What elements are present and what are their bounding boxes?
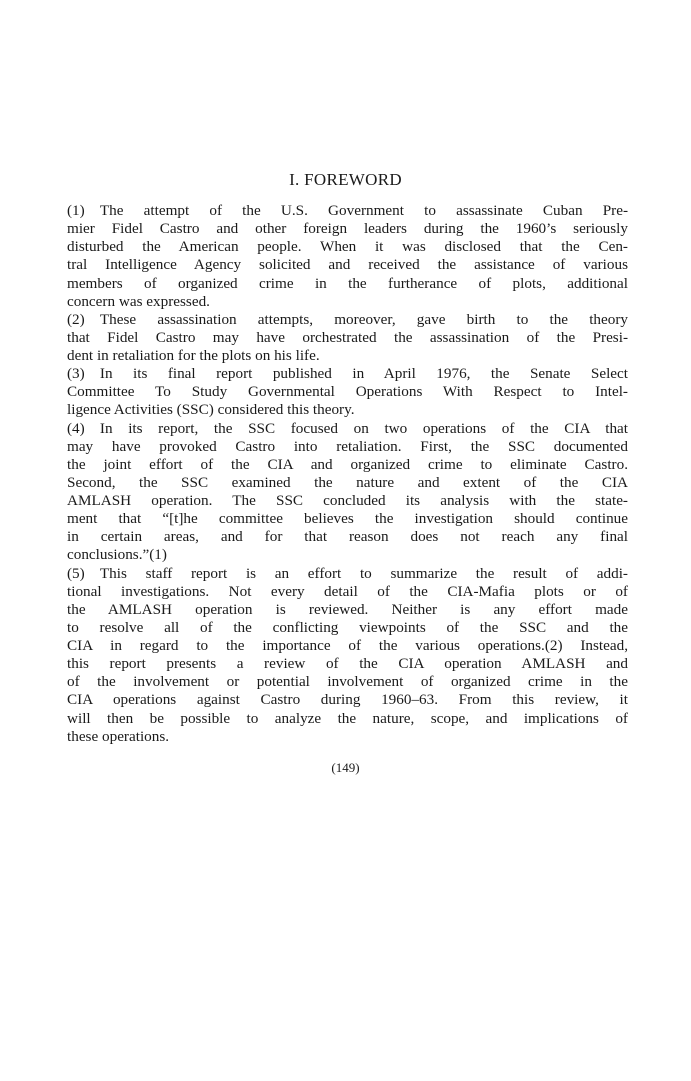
text-line: of the involvement or potential involvement of organized crime in the: [67, 673, 628, 691]
text-line: (5) This staff report is an effort to summarize the result of addi-: [67, 564, 628, 582]
text-line: (3) In its final report published in April 1976, the Senate Select: [67, 365, 628, 383]
text-line: (2) These assassination attempts, moreover, gave birth to the theory: [67, 310, 628, 328]
paragraph-4: [67, 420, 628, 565]
document-body: [67, 202, 628, 746]
text-line: this report presents a review of the CIA operation AMLASH and: [67, 655, 628, 673]
text-line: in certain areas, and for that reason does not reach any final: [67, 528, 628, 546]
text-line: conclusions.”(1): [67, 546, 167, 564]
section-title: I. FOREWORD: [289, 170, 402, 189]
text-line: Committee To Study Governmental Operations With Respect to Intel-: [67, 383, 628, 401]
text-line: tral Intelligence Agency solicited and received the assistance of various: [67, 256, 628, 274]
text-line: tional investigations. Not every detail of the CIA-Mafia plots or of: [67, 582, 628, 600]
text-line: mier Fidel Castro and other foreign leaders during the 1960’s seriously: [67, 220, 628, 238]
paragraph-5: [67, 565, 628, 746]
text-line: Second, the SSC examined the nature and extent of the CIA: [67, 473, 628, 491]
text-line: disturbed the American people. When it was disclosed that the Cen-: [67, 238, 628, 256]
paragraph-3: [67, 365, 628, 419]
text-line: ment that “[t]he committee believes the investigation should continue: [67, 510, 628, 528]
page-number: (149): [331, 760, 360, 775]
text-line: that Fidel Castro may have orchestrated the assassination of the Presi-: [67, 328, 628, 346]
text-line: (4) In its report, the SSC focused on two operations of the CIA that: [67, 419, 628, 437]
text-line: (1) The attempt of the U.S. Government to assassinate Cuban Pre-: [67, 202, 628, 219]
text-line: CIA in regard to the importance of the various operations.(2) Instead,: [67, 637, 628, 654]
text-line: ligence Activities (SSC) considered this theory.: [67, 401, 355, 419]
text-line: the AMLASH operation is reviewed. Neither is any effort made: [67, 600, 628, 618]
text-line: concern was expressed.: [67, 292, 210, 310]
text-line: dent in retaliation for the plots on his life.: [67, 347, 320, 364]
text-line: these operations.: [67, 727, 170, 745]
text-line: may have provoked Castro into retaliation. First, the SSC documented: [67, 437, 628, 455]
text-line: AMLASH operation. The SSC concluded its analysis with the state-: [67, 492, 628, 509]
text-line: to resolve all of the conflicting viewpoints of the SSC and the: [67, 618, 628, 636]
paragraph-1: [67, 202, 628, 311]
paragraph-2: [67, 311, 628, 365]
text-line: will then be possible to analyze the nature, scope, and implications of: [67, 709, 628, 727]
text-line: the joint effort of the CIA and organized crime to eliminate Castro.: [67, 455, 628, 473]
text-line: CIA operations against Castro during 1960–63. From this review, it: [67, 691, 628, 709]
text-line: members of organized crime in the furtherance of plots, additional: [67, 274, 628, 292]
